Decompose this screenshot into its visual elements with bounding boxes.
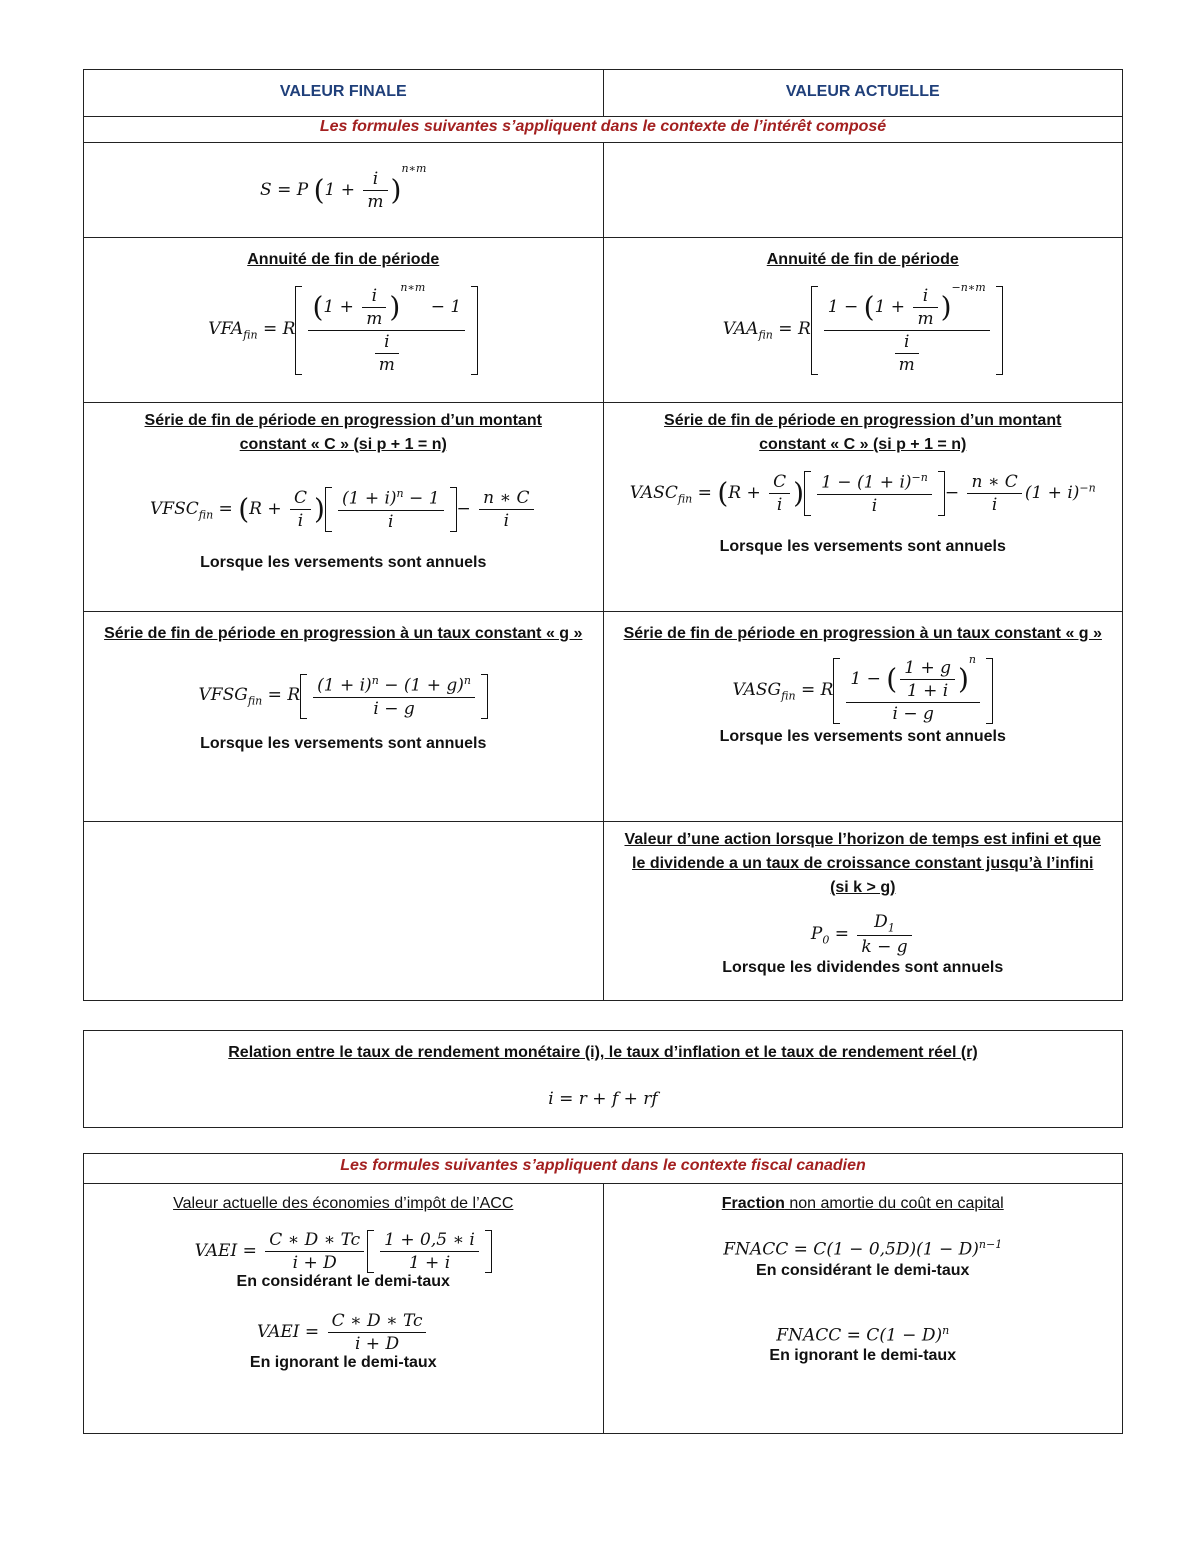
fiscal-formulas-row [84, 1184, 1122, 1433]
empty-cell [603, 143, 1123, 237]
header-row [84, 70, 1122, 117]
fiscal-note-row [84, 1154, 1122, 1184]
constant-rate-title-right: Série de fin de période en progression à un taux constant « g » [623, 625, 1102, 642]
gordon-formula: $P_0$ = $\frac{D_1}{k - g}$ [612, 912, 1115, 957]
constant-amount-final-cell [84, 403, 603, 611]
header-valeur-finale: VALEUR FINALE [279, 83, 407, 100]
vfsg-formula: $VFSG_{fin} = R$ $(1 + i)^n - (1 + g)^n$ i − g [92, 674, 595, 719]
fnacc-half-rate-formula: FNACC = $C(1 - 0,5D)(1 - D)^{n-1}$ [723, 1238, 1003, 1260]
annual-payments-note-left-2: Lorsque les versements sont annuels [200, 734, 487, 752]
fnacc-title [612, 1192, 1115, 1216]
vaei-half-rate-formula: VAEI = $\frac{C ∗ D ∗ Tc}{i + D}$ 1 + 0,5 ∗ i 1 + i [92, 1230, 595, 1273]
annual-payments-note-left: Lorsque les versements sont annuels [200, 553, 487, 571]
fnacc-cell [603, 1184, 1123, 1433]
fnacc-title-bold: Fraction [721, 1195, 785, 1212]
half-rate-note-right: En considérant le demi-taux [756, 1261, 970, 1279]
annuity-final-cell [84, 238, 603, 402]
relation-formula: i = r + f + rf [548, 1089, 658, 1109]
fiscal-context-note: Les formules suivantes s’appliquent dans le contexte fiscal canadien [340, 1157, 866, 1174]
stock-value-title: Valeur d’une action lorsque l’horizon de temps est infini et que le dividende a un taux de croissance constant jusqu’à l’infini (si k > g) [624, 831, 1101, 896]
constant-amount-title-right: Série de fin de période en progression d’un montant constant « C » (si p + 1 = n) [664, 412, 1062, 453]
constant-amount-title-left: Série de fin de période en progression d’un montant constant « C » (si p + 1 = n) [144, 412, 542, 453]
ignore-half-rate-note-left: En ignorant le demi-taux [249, 1354, 437, 1371]
constant-amount-present-cell [603, 403, 1123, 611]
annual-payments-note-right-2: Lorsque les versements sont annuels [719, 728, 1006, 745]
final-value-formula: S = P (1 + $\frac{i}{m}$ )$^{n∗m}$ [260, 161, 427, 212]
vasc-formula: $VASC_{fin} = (R$ + $\frac{C}{i}$ ) $1 - (1 + i)^{-n}$ i − $\frac{n ∗ C}{i}$ $(1 + i)^{-n}$ [629, 471, 1096, 516]
fnacc-no-half-rate-formula: FNACC = $C(1 - D)^n$ [776, 1323, 950, 1346]
relation-table [83, 1030, 1123, 1128]
annual-payments-note-right: Lorsque les versements sont annuels [719, 537, 1006, 555]
simple-value-row [84, 143, 1122, 238]
fnacc-title-rest: non amortie du coût en capital [784, 1195, 1004, 1212]
compound-interest-note: Les formules suivantes s’appliquent dans le contexte de l’intérêt composé [319, 118, 887, 135]
header-valeur-actuelle: VALEUR ACTUELLE [603, 70, 1123, 116]
annuity-row [84, 238, 1122, 403]
stock-value-cell [603, 822, 1123, 1000]
constant-rate-present-cell [603, 612, 1123, 821]
vasg-formula: $VASG_{fin} = R$ 1 − ( $\frac{1 + g}{1 + i}$ )$^n$ i − g [612, 658, 1115, 724]
vaei-cell [84, 1184, 603, 1433]
half-rate-note-left: En considérant le demi-taux [236, 1273, 450, 1290]
relation-title: Relation entre le taux de rendement monétaire (i), le taux d’inflation et le taux de rendement réel (r) [228, 1044, 978, 1061]
compound-note-row [84, 117, 1122, 143]
constant-rate-row [84, 612, 1122, 822]
annuity-title-left: Annuité de fin de période [247, 251, 440, 268]
fiscal-table [83, 1153, 1123, 1434]
annuity-present-cell [603, 238, 1123, 402]
constant-amount-row [84, 403, 1122, 612]
vaei-title: Valeur actuelle des économies d’impôt de l’ACC [173, 1195, 514, 1212]
stock-value-row [84, 822, 1122, 1000]
ignore-half-rate-note-right: En ignorant le demi-taux [769, 1347, 957, 1365]
constant-rate-title-left: Série de fin de période en progression à un taux constant « g » [104, 625, 583, 642]
empty-cell-bottom [84, 822, 603, 1000]
vaa-formula: $VAA_{fin} = R$ 1 − (1 + $\frac{i}{m}$ )$^{-n∗m}$ $\frac{i}{m}$ [612, 286, 1115, 375]
vfa-formula: $VFA_{fin} = R$ (1 + $\frac{i}{m}$ )$^{n∗m}$ − 1 $\frac{i}{m}$ [92, 286, 595, 375]
vaei-no-half-rate-formula: VAEI = $\frac{C ∗ D ∗ Tc}{i + D}$ [92, 1311, 595, 1354]
relation-cell [84, 1031, 1122, 1127]
formula-table [83, 69, 1123, 1001]
vfsc-formula: $VFSC_{fin} = (R$ + $\frac{C}{i}$ ) $(1 + i)^n - 1$ i − $\frac{n ∗ C}{i}$ [92, 487, 595, 532]
constant-rate-final-cell [84, 612, 603, 821]
dividends-note: Lorsque les dividendes sont annuels [722, 959, 1004, 977]
annuity-title-right: Annuité de fin de période [766, 251, 959, 268]
